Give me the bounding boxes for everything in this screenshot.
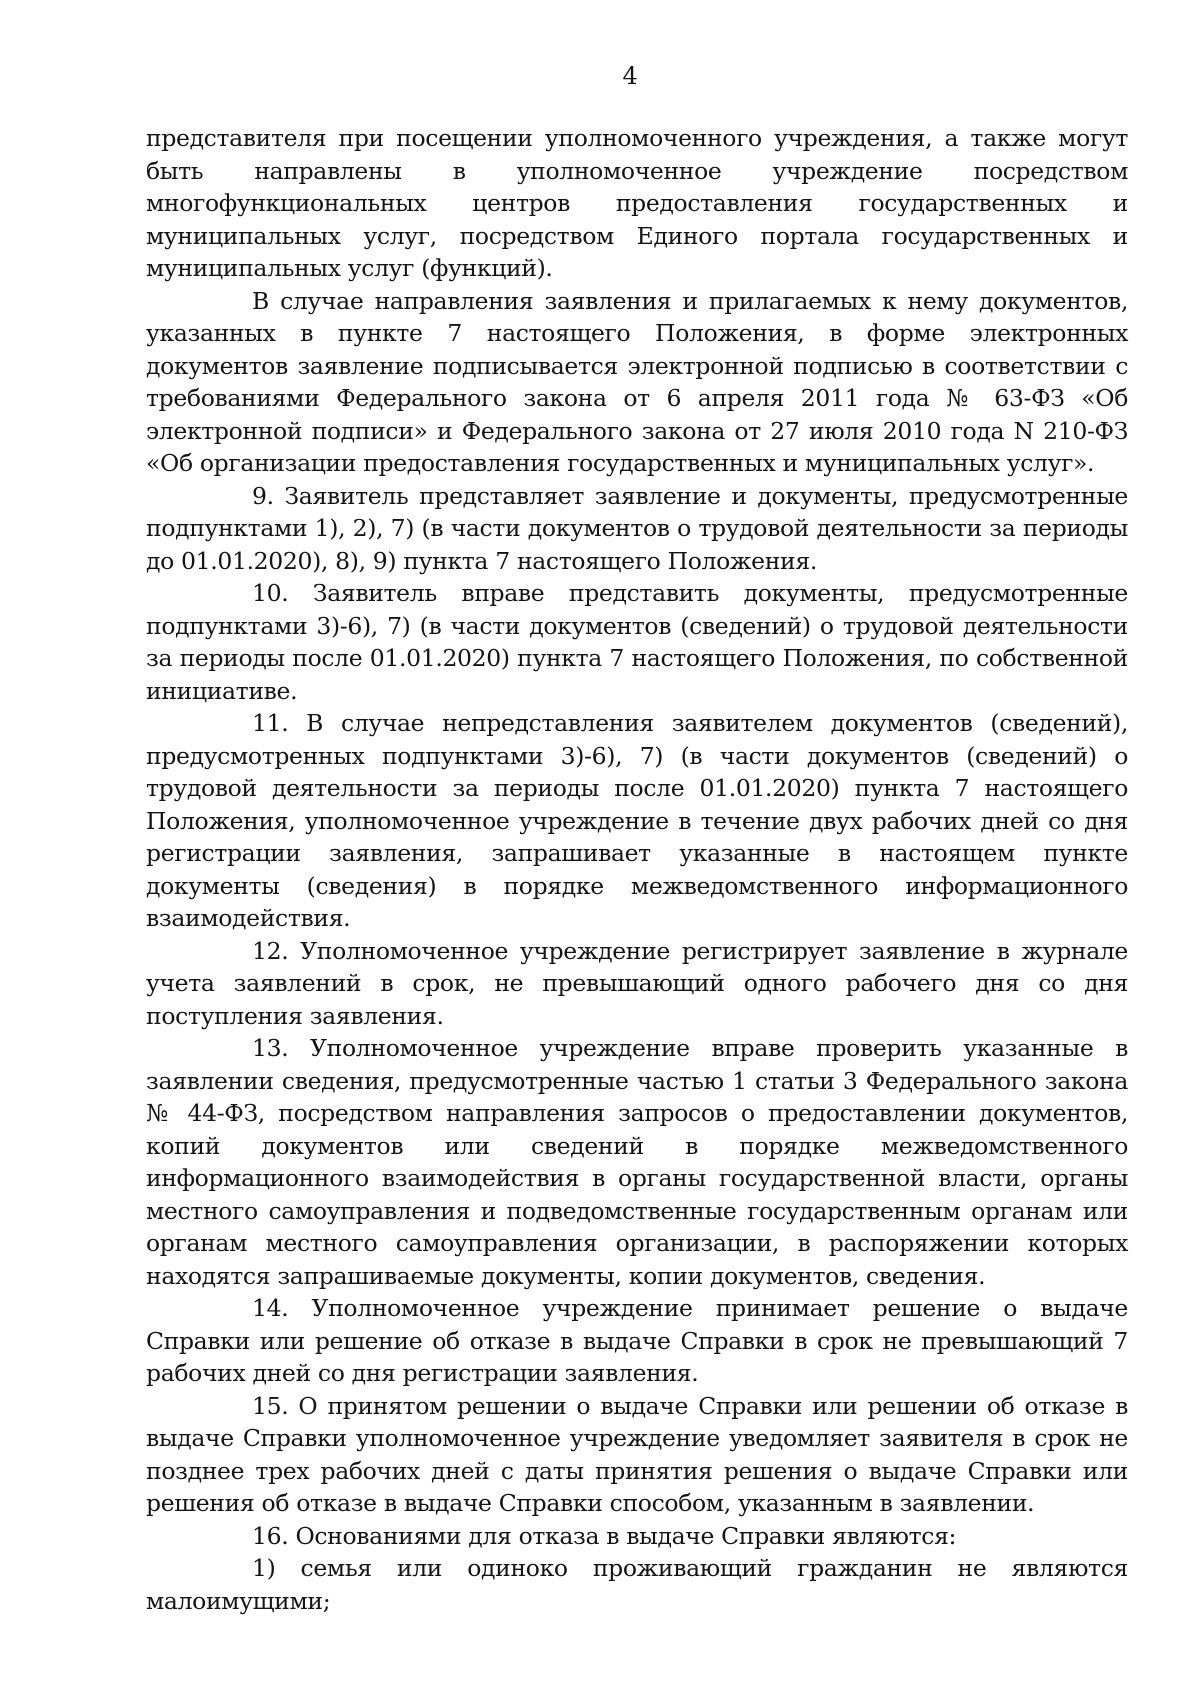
paragraph-item-14: 14. Уполномоченное учреждение принимает решение о выдаче Справки или решение об отказе в выдаче Справки в срок не превышающий 7 рабочих дней со дня регистрации заявления. [146,1294,1128,1387]
body-text [146,122,1128,1617]
paragraph-subitem-1: 1) семья или одиноко проживающий гражданин не являются малоимущими; [146,1554,1128,1615]
paragraph-electronic-documents: В случае направления заявления и прилагаемых к нему документов, указанных в пункте 7 настоящего Положения, в форме электронных документов заявление подписывается электронной подписью в соответствии с требованиями Федерального закона от 6 апреля 2011 года № 63-ФЗ «Об электронной подписи» и Федерального закона от 27 июля 2010 года N 210-ФЗ «Об организации предоставления государственных и муниципальных услуг». [146,286,1128,477]
paragraph-item-11: 11. В случае непредставления заявителем документов (сведений), предусмотренных подпунктами 3)-6), 7) (в части документов (сведений) о трудовой деятельности за периоды после 01.01.2020) пункта 7 настоящего Положения, уполномоченное учреждение в течение двух рабочих дней со дня регистрации заявления, запрашивает указанные в настоящем пункте документы (сведения) в порядке межведомственного информационного взаимодействия. [146,709,1128,932]
page-number: 4 [622,62,638,90]
paragraph-item-10: 10. Заявитель вправе представить документы, предусмотренные подпунктами 3)-6), 7) (в части документов (сведений) о трудовой деятельности за периоды после 01.01.2020) пункта 7 настоящего Положения, по собственной инициативе. [146,579,1128,705]
paragraph-continuation: представителя при посещении уполномоченного учреждения, а также могут быть направлены в уполномоченное учреждение посредством многофункциональных центров предоставления государственных и муниципальных услуг, посредством Единого портала государственных и муниципальных услуг (функций). [146,124,1128,282]
paragraph-item-15: 15. О принятом решении о выдаче Справки или решении об отказе в выдаче Справки уполномоченное учреждение уведомляет заявителя в срок не позднее трех рабочих дней с даты принятия решения о выдаче Справки или решения об отказе в выдаче Справки способом, указанным в заявлении. [146,1391,1128,1517]
paragraph-item-16: 16. Основаниями для отказа в выдаче Справки являются: [252,1521,957,1550]
paragraph-item-13: 13. Уполномоченное учреждение вправе проверить указанные в заявлении сведения, предусмотренные частью 1 статьи 3 Федерального закона № 44-ФЗ, посредством направления запросов о предоставлении документов, копий документов или сведений в порядке межведомственного информационного взаимодействия в органы государственной власти, органы местного самоуправления и подведомственные государственным органам или органам местного самоуправления организации, в распоряжении которых находятся запрашиваемые документы, копии документов, сведения. [146,1034,1128,1290]
paragraph-item-9: 9. Заявитель представляет заявление и документы, предусмотренные подпунктами 1), 2), 7) (в части документов о трудовой деятельности за периоды до 01.01.2020), 8), 9) пункта 7 настоящего Положения. [146,481,1128,575]
paragraph-item-12: 12. Уполномоченное учреждение регистрирует заявление в журнале учета заявлений в срок, не превышающий одного рабочего дня со дня поступления заявления. [146,936,1128,1030]
